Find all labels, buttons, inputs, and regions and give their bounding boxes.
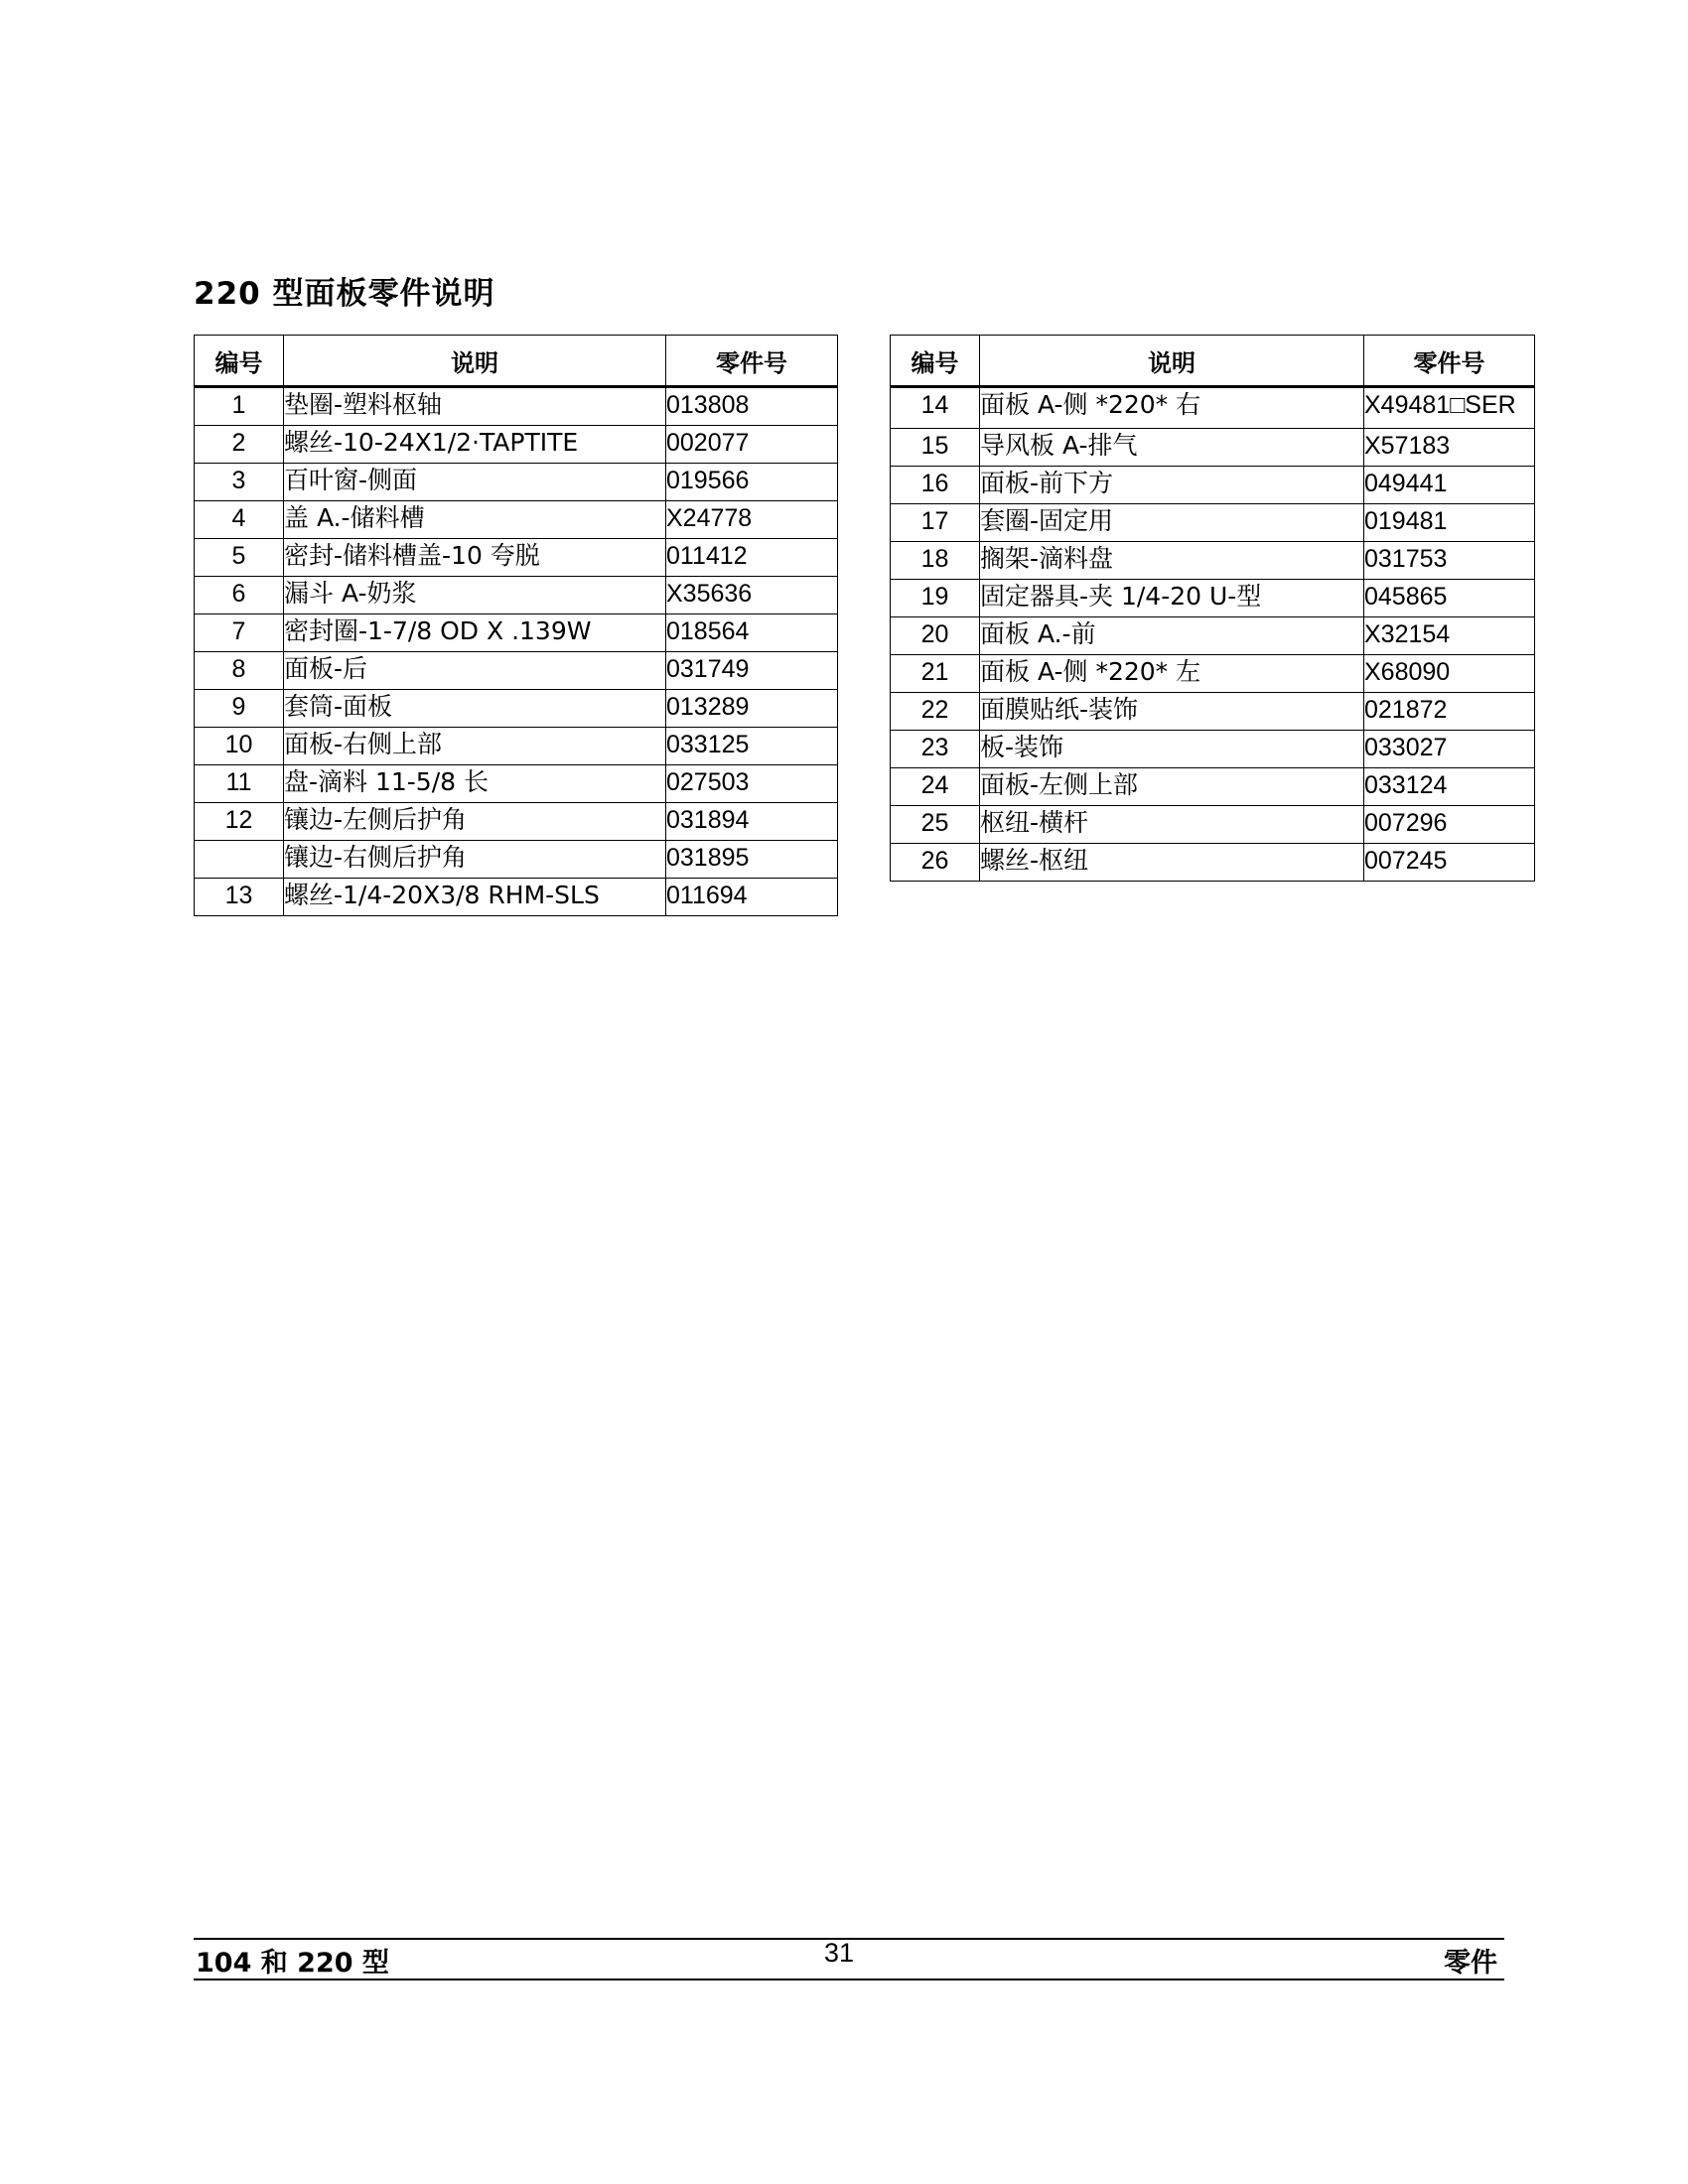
part-index-cell: 15	[891, 429, 980, 467]
part-index-cell: 8	[195, 652, 284, 690]
part-index-cell: 12	[195, 803, 284, 841]
part-description-cell: 镶边-右侧后护角	[284, 841, 666, 879]
part-description-cell: 百叶窗-侧面	[284, 464, 666, 501]
header-number: 编号	[195, 336, 284, 387]
table-row	[195, 387, 838, 426]
part-number-cell: 002077	[666, 426, 838, 464]
part-index-cell: 1	[195, 387, 284, 426]
part-description-cell: 枢纽-横杆	[980, 806, 1364, 844]
part-description-cell: 密封-储料槽盖-10 夸脱	[284, 539, 666, 577]
part-number-cell: 007245	[1364, 844, 1535, 882]
part-index-cell: 19	[891, 580, 980, 617]
part-description-cell: 密封圈-1-7/8 OD X .139W	[284, 614, 666, 652]
page-title: 220 型面板零件说明	[194, 276, 495, 312]
part-number-cell: 031749	[666, 652, 838, 690]
table-row	[195, 652, 838, 690]
part-index-cell: 14	[891, 387, 980, 429]
footer-section-label: 零件	[1444, 1948, 1497, 1979]
part-description-cell: 面板 A-侧 *220* 左	[980, 655, 1364, 693]
part-description-cell: 固定器具-夹 1/4-20 U-型	[980, 580, 1364, 617]
part-index-cell	[195, 841, 284, 879]
part-description-cell: 螺丝-1/4-20X3/8 RHM-SLS	[284, 879, 666, 916]
part-description-cell: 螺丝-枢纽	[980, 844, 1364, 882]
part-number-cell: 045865	[1364, 580, 1535, 617]
header-number: 编号	[891, 336, 980, 387]
part-description-cell: 漏斗 A-奶浆	[284, 577, 666, 614]
header-row	[891, 336, 1535, 387]
part-number-cell: 013289	[666, 690, 838, 728]
table-row	[891, 617, 1535, 655]
part-description-cell: 板-装饰	[980, 731, 1364, 768]
part-description-cell: 搁架-滴料盘	[980, 542, 1364, 580]
part-description-cell: 套筒-面板	[284, 690, 666, 728]
header-description: 说明	[284, 336, 666, 387]
header-description: 说明	[980, 336, 1364, 387]
part-number-cell: 007296	[1364, 806, 1535, 844]
part-description-cell: 盘-滴料 11-5/8 长	[284, 765, 666, 803]
part-index-cell: 13	[195, 879, 284, 916]
table-row	[195, 803, 838, 841]
part-number-cell: 049441	[1364, 467, 1535, 504]
part-index-cell: 3	[195, 464, 284, 501]
part-number-cell: X68090	[1364, 655, 1535, 693]
table-row	[891, 429, 1535, 467]
part-index-cell: 23	[891, 731, 980, 768]
part-index-cell: 26	[891, 844, 980, 882]
header-part-number: 零件号	[1364, 336, 1535, 387]
table-row	[891, 655, 1535, 693]
part-index-cell: 22	[891, 693, 980, 731]
part-number-cell: 021872	[1364, 693, 1535, 731]
part-number-cell: X35636	[666, 577, 838, 614]
part-description-cell: 套圈-固定用	[980, 504, 1364, 542]
table-row	[195, 728, 838, 765]
part-number-cell: 033027	[1364, 731, 1535, 768]
part-number-cell: 033125	[666, 728, 838, 765]
part-number-cell: 027503	[666, 765, 838, 803]
table-row	[891, 387, 1535, 429]
part-number-cell: 031895	[666, 841, 838, 879]
part-number-cell: X49481□SER	[1364, 387, 1535, 429]
part-number-cell: 019481	[1364, 504, 1535, 542]
part-description-cell: 面板-后	[284, 652, 666, 690]
part-number-cell: X24778	[666, 501, 838, 539]
table-row	[891, 768, 1535, 806]
part-index-cell: 24	[891, 768, 980, 806]
part-number-cell: 033124	[1364, 768, 1535, 806]
part-index-cell: 25	[891, 806, 980, 844]
part-number-cell: 011412	[666, 539, 838, 577]
part-number-cell: 019566	[666, 464, 838, 501]
part-index-cell: 5	[195, 539, 284, 577]
part-description-cell: 面板 A.-前	[980, 617, 1364, 655]
page-number: 31	[824, 1938, 855, 1968]
part-index-cell: 18	[891, 542, 980, 580]
part-description-cell: 面板-右侧上部	[284, 728, 666, 765]
table-row	[891, 806, 1535, 844]
part-index-cell: 10	[195, 728, 284, 765]
part-number-cell: 031894	[666, 803, 838, 841]
part-index-cell: 9	[195, 690, 284, 728]
table-row	[891, 731, 1535, 768]
part-description-cell: 盖 A.-储料槽	[284, 501, 666, 539]
table-row	[891, 542, 1535, 580]
part-description-cell: 面板-前下方	[980, 467, 1364, 504]
table-row	[195, 426, 838, 464]
part-number-cell: 011694	[666, 879, 838, 916]
footer-divider-bottom	[194, 1979, 1504, 1980]
parts-table-right	[890, 335, 1535, 882]
part-description-cell: 面膜贴纸-装饰	[980, 693, 1364, 731]
table-row	[195, 841, 838, 879]
part-description-cell: 垫圈-塑料枢轴	[284, 387, 666, 426]
part-index-cell: 11	[195, 765, 284, 803]
part-number-cell: X32154	[1364, 617, 1535, 655]
parts-table-left	[194, 335, 838, 916]
part-number-cell: X57183	[1364, 429, 1535, 467]
table-row	[891, 693, 1535, 731]
table-row	[891, 844, 1535, 882]
table-row	[891, 580, 1535, 617]
header-row	[195, 336, 838, 387]
part-index-cell: 20	[891, 617, 980, 655]
part-description-cell: 面板-左侧上部	[980, 768, 1364, 806]
table-row	[195, 577, 838, 614]
part-description-cell: 面板 A-侧 *220* 右	[980, 387, 1364, 429]
part-description-cell: 导风板 A-排气	[980, 429, 1364, 467]
table-row	[195, 501, 838, 539]
table-row	[891, 467, 1535, 504]
part-index-cell: 21	[891, 655, 980, 693]
part-number-cell: 018564	[666, 614, 838, 652]
table-row	[195, 464, 838, 501]
part-index-cell: 7	[195, 614, 284, 652]
part-description-cell: 螺丝-10-24X1/2·TAPTITE	[284, 426, 666, 464]
part-index-cell: 4	[195, 501, 284, 539]
part-number-cell: 013808	[666, 387, 838, 426]
table-row	[891, 504, 1535, 542]
part-index-cell: 17	[891, 504, 980, 542]
table-row	[195, 614, 838, 652]
table-row	[195, 879, 838, 916]
part-description-cell: 镶边-左侧后护角	[284, 803, 666, 841]
footer-model-label: 104 和 220 型	[196, 1948, 389, 1979]
part-index-cell: 6	[195, 577, 284, 614]
table-row	[195, 539, 838, 577]
part-index-cell: 2	[195, 426, 284, 464]
header-part-number: 零件号	[666, 336, 838, 387]
part-number-cell: 031753	[1364, 542, 1535, 580]
table-row	[195, 765, 838, 803]
part-index-cell: 16	[891, 467, 980, 504]
table-row	[195, 690, 838, 728]
